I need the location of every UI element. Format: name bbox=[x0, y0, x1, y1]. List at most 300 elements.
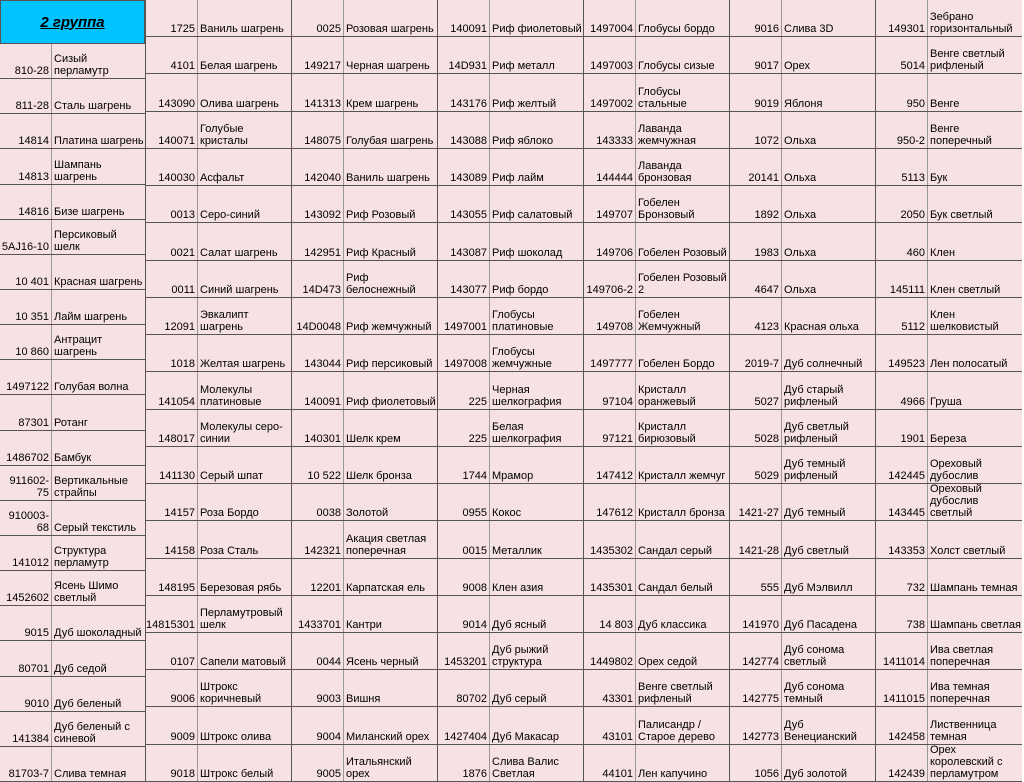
catalog-row bbox=[730, 707, 875, 744]
catalog-row bbox=[292, 335, 437, 372]
item-code: 225 bbox=[438, 372, 490, 408]
item-name: Дуб светлый рифленый bbox=[782, 410, 875, 446]
item-name: Шелк крем bbox=[344, 410, 437, 446]
item-code: 14816 bbox=[0, 185, 52, 219]
item-name: Голубая волна bbox=[52, 360, 145, 394]
item-name: Глобусы сизые bbox=[636, 37, 729, 73]
catalog-row bbox=[146, 596, 291, 633]
catalog-row bbox=[584, 335, 729, 372]
catalog-row bbox=[0, 431, 145, 466]
item-code: 14D473 bbox=[292, 261, 344, 297]
catalog-column bbox=[292, 0, 438, 782]
catalog-row bbox=[438, 37, 583, 74]
catalog-column bbox=[146, 0, 292, 782]
item-name: Дуб седой bbox=[52, 641, 145, 675]
item-code: 141012 bbox=[0, 536, 52, 570]
item-name: Ваниль шагрень bbox=[198, 0, 291, 36]
item-name: Риф салатовый bbox=[490, 186, 583, 222]
catalog-row bbox=[876, 596, 1022, 633]
item-name: Роза Бордо bbox=[198, 484, 291, 520]
item-code: 20141 bbox=[730, 149, 782, 185]
item-name: Клен шелковистый bbox=[928, 298, 1022, 334]
item-code: 732 bbox=[876, 559, 928, 595]
catalog-row bbox=[876, 707, 1022, 744]
catalog-column bbox=[584, 0, 730, 782]
item-code: 1892 bbox=[730, 186, 782, 222]
catalog-row bbox=[876, 372, 1022, 409]
item-name: Груша bbox=[928, 372, 1022, 408]
item-code: 14D931 bbox=[438, 37, 490, 73]
item-code: 141130 bbox=[146, 447, 198, 483]
item-code: 4966 bbox=[876, 372, 928, 408]
catalog-row bbox=[146, 372, 291, 409]
item-code: 950 bbox=[876, 74, 928, 110]
item-name: Черная шагрень bbox=[344, 37, 437, 73]
item-name: Серый текстиль bbox=[52, 501, 145, 535]
catalog-row bbox=[438, 521, 583, 558]
item-code: 143044 bbox=[292, 335, 344, 371]
item-code: 1056 bbox=[730, 745, 782, 781]
item-name: Дуб сонома темный bbox=[782, 670, 875, 706]
catalog-row bbox=[730, 37, 875, 74]
item-name: Ореховый дубослив bbox=[928, 447, 1022, 483]
item-name: Штрокс олива bbox=[198, 707, 291, 743]
item-code: 1497001 bbox=[438, 298, 490, 334]
catalog-row bbox=[584, 707, 729, 744]
item-code: 1983 bbox=[730, 223, 782, 259]
item-name: Желтая шагрень bbox=[198, 335, 291, 371]
item-code: 10 351 bbox=[0, 290, 52, 324]
catalog-row bbox=[584, 447, 729, 484]
item-code: 43301 bbox=[584, 670, 636, 706]
catalog-column bbox=[730, 0, 876, 782]
item-code: 12201 bbox=[292, 559, 344, 595]
item-name: Вишня bbox=[344, 670, 437, 706]
item-code: 140071 bbox=[146, 112, 198, 148]
item-name: Асфальт bbox=[198, 149, 291, 185]
catalog-row bbox=[146, 521, 291, 558]
item-name: Шампань светлая bbox=[928, 596, 1022, 632]
item-code: 10 401 bbox=[0, 255, 52, 289]
catalog-row bbox=[730, 745, 875, 782]
catalog-row bbox=[292, 745, 437, 782]
item-code: 14814 bbox=[0, 114, 52, 148]
item-name: Ольха bbox=[782, 261, 875, 297]
item-name: Черная шелкография bbox=[490, 372, 583, 408]
item-name: Ротанг bbox=[52, 395, 145, 429]
catalog-row bbox=[0, 747, 145, 782]
item-code: 10 860 bbox=[0, 325, 52, 359]
catalog-row bbox=[0, 571, 145, 606]
catalog-row bbox=[730, 261, 875, 298]
item-name: Зебрано горизонтальный bbox=[928, 0, 1022, 36]
item-code: 4123 bbox=[730, 298, 782, 334]
catalog-row bbox=[292, 298, 437, 335]
item-code: 43101 bbox=[584, 707, 636, 743]
item-name: Вертикальные страйпы bbox=[52, 466, 145, 500]
item-name: Венге bbox=[928, 74, 1022, 110]
catalog-row bbox=[292, 0, 437, 37]
item-code: 143353 bbox=[876, 521, 928, 557]
item-code: 1433701 bbox=[292, 596, 344, 632]
item-code: 141313 bbox=[292, 74, 344, 110]
catalog-row bbox=[730, 596, 875, 633]
item-name: Штрокс белый bbox=[198, 745, 291, 781]
item-code: 80702 bbox=[438, 670, 490, 706]
catalog-row bbox=[292, 37, 437, 74]
catalog-row bbox=[146, 447, 291, 484]
catalog-row bbox=[730, 298, 875, 335]
item-code: 1744 bbox=[438, 447, 490, 483]
item-code: 149523 bbox=[876, 335, 928, 371]
item-code: 143090 bbox=[146, 74, 198, 110]
catalog-row bbox=[146, 0, 291, 37]
catalog-row bbox=[876, 186, 1022, 223]
catalog-row bbox=[584, 521, 729, 558]
item-name: Орех седой bbox=[636, 633, 729, 669]
catalog-row bbox=[438, 410, 583, 447]
item-code: 1421-27 bbox=[730, 484, 782, 520]
item-name: Дуб беленый bbox=[52, 677, 145, 711]
catalog-row bbox=[146, 633, 291, 670]
item-name: Слива темная bbox=[52, 747, 145, 781]
item-name: Дуб светлый bbox=[782, 521, 875, 557]
catalog-row bbox=[146, 559, 291, 596]
catalog-row bbox=[146, 74, 291, 111]
item-name: Дуб беленый с синевой bbox=[52, 712, 145, 746]
item-code: 1072 bbox=[730, 112, 782, 148]
item-code: 142458 bbox=[876, 707, 928, 743]
catalog-row bbox=[438, 261, 583, 298]
item-code: 14813 bbox=[0, 149, 52, 183]
catalog-row bbox=[584, 372, 729, 409]
item-code: 97104 bbox=[584, 372, 636, 408]
item-name: Глобусы стальные bbox=[636, 74, 729, 110]
item-code: 9015 bbox=[0, 606, 52, 640]
item-code: 140030 bbox=[146, 149, 198, 185]
item-name: Кристалл оранжевый bbox=[636, 372, 729, 408]
item-name: Дуб Пасадена bbox=[782, 596, 875, 632]
catalog-row bbox=[876, 0, 1022, 37]
catalog-row bbox=[876, 521, 1022, 558]
item-name: Венге поперечный bbox=[928, 112, 1022, 148]
item-code: 147412 bbox=[584, 447, 636, 483]
catalog-row bbox=[730, 521, 875, 558]
item-code: 1486702 bbox=[0, 431, 52, 465]
catalog-row bbox=[876, 149, 1022, 186]
item-code: 950-2 bbox=[876, 112, 928, 148]
item-code: 142951 bbox=[292, 223, 344, 259]
item-code: 1453201 bbox=[438, 633, 490, 669]
catalog-row bbox=[146, 745, 291, 782]
item-code: 145111 bbox=[876, 261, 928, 297]
item-code: 2050 bbox=[876, 186, 928, 222]
catalog-row bbox=[584, 410, 729, 447]
catalog-row bbox=[584, 596, 729, 633]
item-name: Крем шагрень bbox=[344, 74, 437, 110]
catalog-row bbox=[146, 707, 291, 744]
item-code: 0011 bbox=[146, 261, 198, 297]
catalog-row bbox=[146, 410, 291, 447]
item-name: Сандал белый bbox=[636, 559, 729, 595]
item-code: 0021 bbox=[146, 223, 198, 259]
item-name: Слива 3D bbox=[782, 0, 875, 36]
item-code: 80701 bbox=[0, 641, 52, 675]
item-code: 143055 bbox=[438, 186, 490, 222]
item-name: Кокос bbox=[490, 484, 583, 520]
item-name: Гобелен Бордо bbox=[636, 335, 729, 371]
catalog-row bbox=[292, 633, 437, 670]
item-name: Молекулы серо-синии bbox=[198, 410, 291, 446]
item-name: Риф белоснежный bbox=[344, 261, 437, 297]
item-name: Лен капучино bbox=[636, 745, 729, 781]
item-name: Ясень Шимо светлый bbox=[52, 571, 145, 605]
item-name: Дуб рыжий структура bbox=[490, 633, 583, 669]
item-code: 0013 bbox=[146, 186, 198, 222]
item-name: Клен bbox=[928, 223, 1022, 259]
item-code: 14157 bbox=[146, 484, 198, 520]
item-code: 87301 bbox=[0, 395, 52, 429]
item-code: 9003 bbox=[292, 670, 344, 706]
item-code: 9006 bbox=[146, 670, 198, 706]
item-name: Орех королевский с перламутром bbox=[928, 745, 1022, 781]
item-name: Береза bbox=[928, 410, 1022, 446]
item-code: 140091 bbox=[438, 0, 490, 36]
item-code: 9005 bbox=[292, 745, 344, 781]
catalog-row bbox=[584, 0, 729, 37]
catalog-row bbox=[730, 484, 875, 521]
item-code: 5AJ16-10 bbox=[0, 220, 52, 254]
item-code: 142773 bbox=[730, 707, 782, 743]
item-name: Голубая шагрень bbox=[344, 112, 437, 148]
catalog-row bbox=[438, 298, 583, 335]
item-name: Венге светлый рифленый bbox=[636, 670, 729, 706]
item-code: 1497002 bbox=[584, 74, 636, 110]
catalog-row bbox=[292, 372, 437, 409]
item-code: 142321 bbox=[292, 521, 344, 557]
item-code: 1725 bbox=[146, 0, 198, 36]
catalog-row bbox=[730, 186, 875, 223]
item-name: Эвкалипт шагрень bbox=[198, 298, 291, 334]
item-name: Олива шагрень bbox=[198, 74, 291, 110]
item-name: Гобелен Бронзовый bbox=[636, 186, 729, 222]
item-code: 1449802 bbox=[584, 633, 636, 669]
item-name: Слива Валис Светлая bbox=[490, 745, 583, 781]
item-code: 143176 bbox=[438, 74, 490, 110]
catalog-row bbox=[292, 596, 437, 633]
item-code: 811-28 bbox=[0, 79, 52, 113]
item-name: Роза Сталь bbox=[198, 521, 291, 557]
item-name: Кристалл жемчуг bbox=[636, 447, 729, 483]
item-code: 142445 bbox=[876, 447, 928, 483]
item-name: Березовая рябь bbox=[198, 559, 291, 595]
catalog-row bbox=[438, 112, 583, 149]
item-name: Бук bbox=[928, 149, 1022, 185]
item-code: 14 803 bbox=[584, 596, 636, 632]
catalog-row bbox=[0, 606, 145, 641]
item-code: 0015 bbox=[438, 521, 490, 557]
item-name: Сизый перламутр bbox=[52, 44, 145, 78]
item-code: 142774 bbox=[730, 633, 782, 669]
item-name: Бамбук bbox=[52, 431, 145, 465]
item-name: Кристалл бронза bbox=[636, 484, 729, 520]
item-code: 149301 bbox=[876, 0, 928, 36]
item-name: Сандал серый bbox=[636, 521, 729, 557]
item-code: 143445 bbox=[876, 484, 928, 520]
item-code: 9017 bbox=[730, 37, 782, 73]
item-name: Ясень черный bbox=[344, 633, 437, 669]
catalog-row bbox=[292, 112, 437, 149]
item-code: 9016 bbox=[730, 0, 782, 36]
catalog-row bbox=[876, 670, 1022, 707]
item-name: Розовая шагрень bbox=[344, 0, 437, 36]
item-code: 4647 bbox=[730, 261, 782, 297]
item-code: 0025 bbox=[292, 0, 344, 36]
item-code: 44101 bbox=[584, 745, 636, 781]
item-code: 1435302 bbox=[584, 521, 636, 557]
item-code: 9014 bbox=[438, 596, 490, 632]
item-name: Риф Розовый bbox=[344, 186, 437, 222]
item-name: Салат шагрень bbox=[198, 223, 291, 259]
item-code: 14158 bbox=[146, 521, 198, 557]
item-code: 1435301 bbox=[584, 559, 636, 595]
catalog-column bbox=[0, 0, 146, 782]
catalog-row bbox=[292, 186, 437, 223]
catalog-row bbox=[730, 447, 875, 484]
item-code: 0044 bbox=[292, 633, 344, 669]
catalog-row bbox=[292, 410, 437, 447]
item-code: 149706-2 bbox=[584, 261, 636, 297]
catalog-row bbox=[584, 484, 729, 521]
catalog-row bbox=[730, 670, 875, 707]
catalog-row bbox=[292, 707, 437, 744]
item-name: Дуб темный рифленый bbox=[782, 447, 875, 483]
item-name: Дуб классика bbox=[636, 596, 729, 632]
catalog-row bbox=[584, 112, 729, 149]
item-code: 149706 bbox=[584, 223, 636, 259]
item-code: 225 bbox=[438, 410, 490, 446]
catalog-row bbox=[876, 74, 1022, 111]
catalog-row bbox=[146, 149, 291, 186]
item-code: 1876 bbox=[438, 745, 490, 781]
catalog-row bbox=[584, 223, 729, 260]
item-name: Ольха bbox=[782, 186, 875, 222]
item-code: 738 bbox=[876, 596, 928, 632]
item-code: 1497122 bbox=[0, 360, 52, 394]
catalog-row bbox=[146, 223, 291, 260]
item-name: Риф бордо bbox=[490, 261, 583, 297]
item-code: 4101 bbox=[146, 37, 198, 73]
item-name: Миланский орех bbox=[344, 707, 437, 743]
item-name: Лаванда бронзовая bbox=[636, 149, 729, 185]
item-name: Венге светлый рифленый bbox=[928, 37, 1022, 73]
catalog-row bbox=[0, 325, 145, 360]
item-name: Дуб Макасар bbox=[490, 707, 583, 743]
catalog-row bbox=[146, 112, 291, 149]
catalog-row bbox=[146, 298, 291, 335]
item-name: Дуб Мэлвилл bbox=[782, 559, 875, 595]
item-code: 1411014 bbox=[876, 633, 928, 669]
item-name: Орех bbox=[782, 37, 875, 73]
item-code: 142439 bbox=[876, 745, 928, 781]
item-name: Ива светлая поперечная bbox=[928, 633, 1022, 669]
item-name: Лен полосатый bbox=[928, 335, 1022, 371]
item-name: Металлик bbox=[490, 521, 583, 557]
catalog-row bbox=[438, 707, 583, 744]
catalog-row bbox=[438, 149, 583, 186]
catalog-row bbox=[292, 484, 437, 521]
catalog-row bbox=[438, 633, 583, 670]
catalog-row bbox=[146, 186, 291, 223]
item-code: 1421-28 bbox=[730, 521, 782, 557]
catalog-row bbox=[584, 298, 729, 335]
item-name: Гобелен Розовый 2 bbox=[636, 261, 729, 297]
catalog-row bbox=[730, 633, 875, 670]
item-code: 5112 bbox=[876, 298, 928, 334]
catalog-row bbox=[584, 74, 729, 111]
item-name: Золотой bbox=[344, 484, 437, 520]
item-name: Дуб Венецианский bbox=[782, 707, 875, 743]
catalog-row bbox=[876, 745, 1022, 782]
item-code: 149707 bbox=[584, 186, 636, 222]
catalog-row bbox=[438, 745, 583, 782]
item-name: Дуб ясный bbox=[490, 596, 583, 632]
catalog-row bbox=[292, 559, 437, 596]
item-name: Структура перламутр bbox=[52, 536, 145, 570]
item-name: Шампань шагрень bbox=[52, 149, 145, 183]
item-code: 911602-75 bbox=[0, 466, 52, 500]
item-name: Лаванда жемчужная bbox=[636, 112, 729, 148]
catalog-row bbox=[146, 484, 291, 521]
item-code: 143092 bbox=[292, 186, 344, 222]
item-name: Сталь шагрень bbox=[52, 79, 145, 113]
item-code: 1497777 bbox=[584, 335, 636, 371]
item-code: 5028 bbox=[730, 410, 782, 446]
item-name: Гобелен Жемчужный bbox=[636, 298, 729, 334]
catalog-row bbox=[730, 74, 875, 111]
item-name: Риф шоколад bbox=[490, 223, 583, 259]
catalog-row bbox=[292, 521, 437, 558]
catalog-row bbox=[438, 74, 583, 111]
catalog-row bbox=[584, 633, 729, 670]
catalog-row bbox=[0, 466, 145, 501]
item-code: 149217 bbox=[292, 37, 344, 73]
item-code: 460 bbox=[876, 223, 928, 259]
item-code: 143088 bbox=[438, 112, 490, 148]
catalog-row bbox=[876, 559, 1022, 596]
item-name: Дуб темный bbox=[782, 484, 875, 520]
item-code: 141970 bbox=[730, 596, 782, 632]
catalog-row bbox=[0, 255, 145, 290]
catalog-row bbox=[0, 79, 145, 114]
item-name: Серо-синий bbox=[198, 186, 291, 222]
catalog-row bbox=[730, 223, 875, 260]
item-code: 1497008 bbox=[438, 335, 490, 371]
item-code: 2019-7 bbox=[730, 335, 782, 371]
catalog-row bbox=[730, 149, 875, 186]
catalog-row bbox=[584, 670, 729, 707]
item-code: 0038 bbox=[292, 484, 344, 520]
catalog-row bbox=[0, 149, 145, 184]
item-name: Ива темная поперечная bbox=[928, 670, 1022, 706]
catalog-row bbox=[730, 335, 875, 372]
item-code: 1901 bbox=[876, 410, 928, 446]
item-code: 5113 bbox=[876, 149, 928, 185]
item-name: Платина шагрень bbox=[52, 114, 145, 148]
item-code: 148075 bbox=[292, 112, 344, 148]
catalog-row bbox=[876, 410, 1022, 447]
item-code: 9019 bbox=[730, 74, 782, 110]
